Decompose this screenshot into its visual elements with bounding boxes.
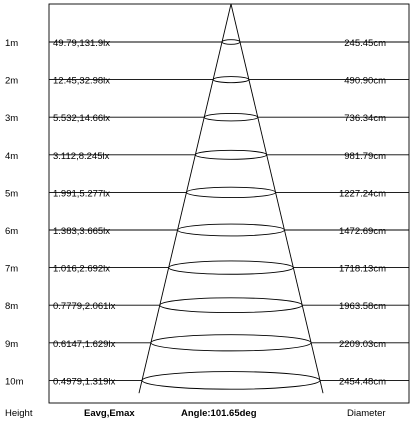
row-illuminance-label: 49.79,131.9lx — [53, 38, 111, 49]
row-illuminance-label: 1.383,3.665lx — [53, 226, 111, 237]
row-diameter-label: 2454.48cm — [338, 376, 386, 388]
row-height-label: 8m — [5, 301, 19, 313]
row-diameter-label: 1227.24cm — [338, 188, 386, 200]
footer — [5, 408, 386, 419]
row-labels — [5, 38, 386, 387]
row-height-label: 10m — [5, 376, 24, 388]
row-grid — [49, 42, 409, 380]
row-diameter-label: 1718.13cm — [338, 263, 386, 275]
row-illuminance-label: 0.7779,2.061lx — [53, 301, 116, 313]
row-height-label: 5m — [5, 188, 19, 200]
eavg-emax-header: Eavg,Emax — [84, 408, 135, 419]
beam-spot-ellipse — [222, 40, 240, 45]
beam-spot-ellipse — [204, 113, 257, 121]
row-height-label: 3m — [5, 113, 19, 125]
row-height-label: 9m — [5, 338, 19, 350]
beam-spot-ellipse — [169, 261, 294, 274]
row-diameter-label: 1963.58cm — [338, 301, 386, 313]
diameter-header: Diameter — [347, 408, 386, 419]
row-diameter-label: 981.79cm — [344, 150, 386, 162]
row-diameter-label: 245.45cm — [344, 38, 386, 49]
beam-spot-ellipse — [195, 150, 266, 159]
beam-spot-ellipse — [151, 335, 311, 351]
row-illuminance-label: 0.4979,1.319lx — [53, 376, 116, 388]
row-diameter-label: 490.90cm — [344, 75, 386, 87]
row-diameter-label: 1472.69cm — [338, 226, 386, 237]
row-diameter-label: 736.34cm — [344, 113, 386, 125]
row-height-label: 7m — [5, 263, 19, 275]
beam-spot-ellipse — [142, 372, 320, 390]
row-height-label: 1m — [5, 38, 19, 49]
beam-spot-ellipse — [187, 187, 276, 197]
beam-angle-label: Angle:101.65deg — [181, 408, 257, 419]
row-height-label: 6m — [5, 226, 19, 237]
row-illuminance-label: 12.45,32.98lx — [53, 75, 111, 87]
row-height-label: 4m — [5, 150, 19, 162]
beam-spot-ellipse — [160, 298, 302, 313]
row-illuminance-label: 5.532,14.66lx — [53, 113, 111, 125]
beam-spot-ellipse — [178, 224, 285, 236]
beam-cone — [139, 4, 323, 393]
beam-spot-ellipse — [213, 77, 249, 83]
row-height-label: 2m — [5, 75, 19, 87]
row-diameter-label: 2209.03cm — [338, 338, 386, 350]
row-illuminance-label: 1.991,5.277lx — [53, 188, 111, 200]
row-illuminance-label: 0.6147,1.629lx — [53, 338, 116, 350]
row-illuminance-label: 1.016,2.692lx — [53, 263, 111, 275]
row-illuminance-label: 3.112,8.245lx — [53, 150, 110, 162]
height-header: Height — [5, 408, 33, 419]
